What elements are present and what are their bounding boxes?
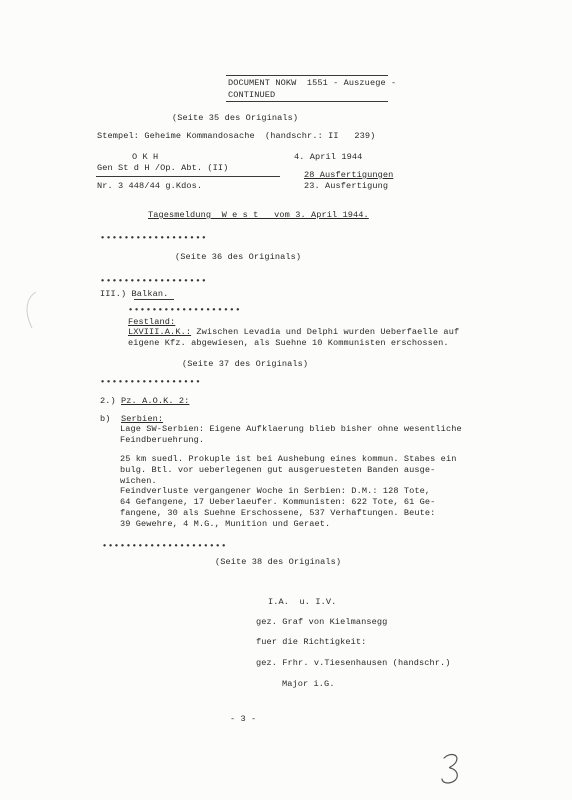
signature-rank: Major i.G. [282, 679, 335, 689]
body-line: bulg. Btl. vor ueberlegenen gut ausgeruesteten Banden ausge- [120, 465, 436, 475]
report-title: Tagesmeldung W e s t vom 3. April 1944. [148, 210, 369, 220]
body-line: Feindverluste vergangener Woche in Serbien: D.M.: 128 Tote, [120, 486, 431, 496]
report-date: 4. April 1944 [294, 152, 363, 162]
ellipsis-dots: •••••••••••••••••• [100, 233, 208, 243]
page-ref-38: (Seite 38 des Originals) [215, 557, 342, 567]
page-ref-35: (Seite 35 des Originals) [172, 113, 299, 123]
pz-aok-heading [100, 396, 189, 406]
header-rule-top [226, 75, 388, 76]
punch-hole-mark [22, 290, 40, 330]
sender-rule [96, 176, 280, 177]
balkan-underline [134, 299, 174, 300]
header-rule-bottom [226, 101, 388, 102]
body-line: 64 Gefangene, 17 Ueberlaeufer. Kommunisten: 622 Tote, 61 Ge- [120, 497, 436, 507]
lxviii-text-2: eigene Kfz. abgewiesen, als Suehne 10 Kommunisten erschossen. [128, 338, 449, 348]
section-balkan-label: III.) Balkan. [100, 289, 169, 299]
serbien-label: Serbien: [121, 414, 164, 424]
body-line: wichen. [120, 476, 157, 486]
signature-ia: I.A. u. I.V. [268, 597, 337, 607]
lxviii-entry [128, 327, 459, 337]
festland-label: Festland: [128, 317, 176, 327]
reference-number: Nr. 3 448/44 g.Kdos. [97, 181, 203, 191]
lxviii-label: LXVIII.A.K.: [128, 327, 192, 337]
ellipsis-dots: •••••••••••••••••• [100, 276, 208, 286]
signature-kielmansegg: gez. Graf von Kielmansegg [256, 617, 388, 627]
body-line: Lage SW-Serbien: Eigene Aufklaerung blieb bisher ohne wesentliche [120, 424, 462, 434]
body-line: Feindberuehrung. [120, 435, 205, 445]
handwritten-page-number [438, 752, 464, 786]
ellipsis-dots: ••••••••••••••••••••• [102, 541, 228, 551]
page-ref-37: (Seite 37 des Originals) [182, 359, 309, 369]
stamp-text: Stempel: Geheime Kommandosache [97, 131, 255, 141]
gen-st-label: Gen St d H /Op. Abt. (II) [97, 163, 229, 173]
serbien-heading [100, 414, 163, 424]
okh-label: O K H [132, 152, 159, 162]
section-balkan [100, 289, 168, 299]
page-ref-36: (Seite 36 des Originals) [175, 252, 302, 262]
page-number: - 3 - [230, 714, 257, 724]
document-reference: DOCUMENT NOKW 1551 - Auszuege - [228, 78, 397, 88]
stamp-handwritten: (handschr.: II 239) [265, 131, 376, 141]
pz-aok-number: 2.) [100, 396, 116, 406]
body-line: 25 km suedl. Prokuple ist bei Aushebung eines kommun. Stabes ein [120, 454, 457, 464]
lxviii-text: Zwischen Levadia und Delphi wurden Ueberfaelle auf [191, 327, 460, 337]
body-line: 39 Gewehre, 4 M.G., Munition und Geraet. [120, 519, 331, 529]
signature-certification: fuer die Richtigkeit: [256, 637, 367, 647]
copy-number: 23. Ausfertigung [304, 181, 389, 191]
ellipsis-dots: ••••••••••••••••••• [128, 305, 242, 315]
body-line: fangene, 30 als Suehne Erschossene, 537 Verhaftungen. Beute: [120, 508, 436, 518]
signature-tiesenhausen: gez. Frhr. v.Tiesenhausen (handschr.) [256, 658, 451, 668]
document-continued: CONTINUED [228, 90, 276, 100]
pz-aok-label: Pz. A.O.K. 2: [121, 396, 190, 406]
b-label: b) [100, 414, 111, 424]
ellipsis-dots: ••••••••••••••••• [100, 377, 202, 387]
copies-total: 28 Ausfertigungen [304, 170, 394, 180]
